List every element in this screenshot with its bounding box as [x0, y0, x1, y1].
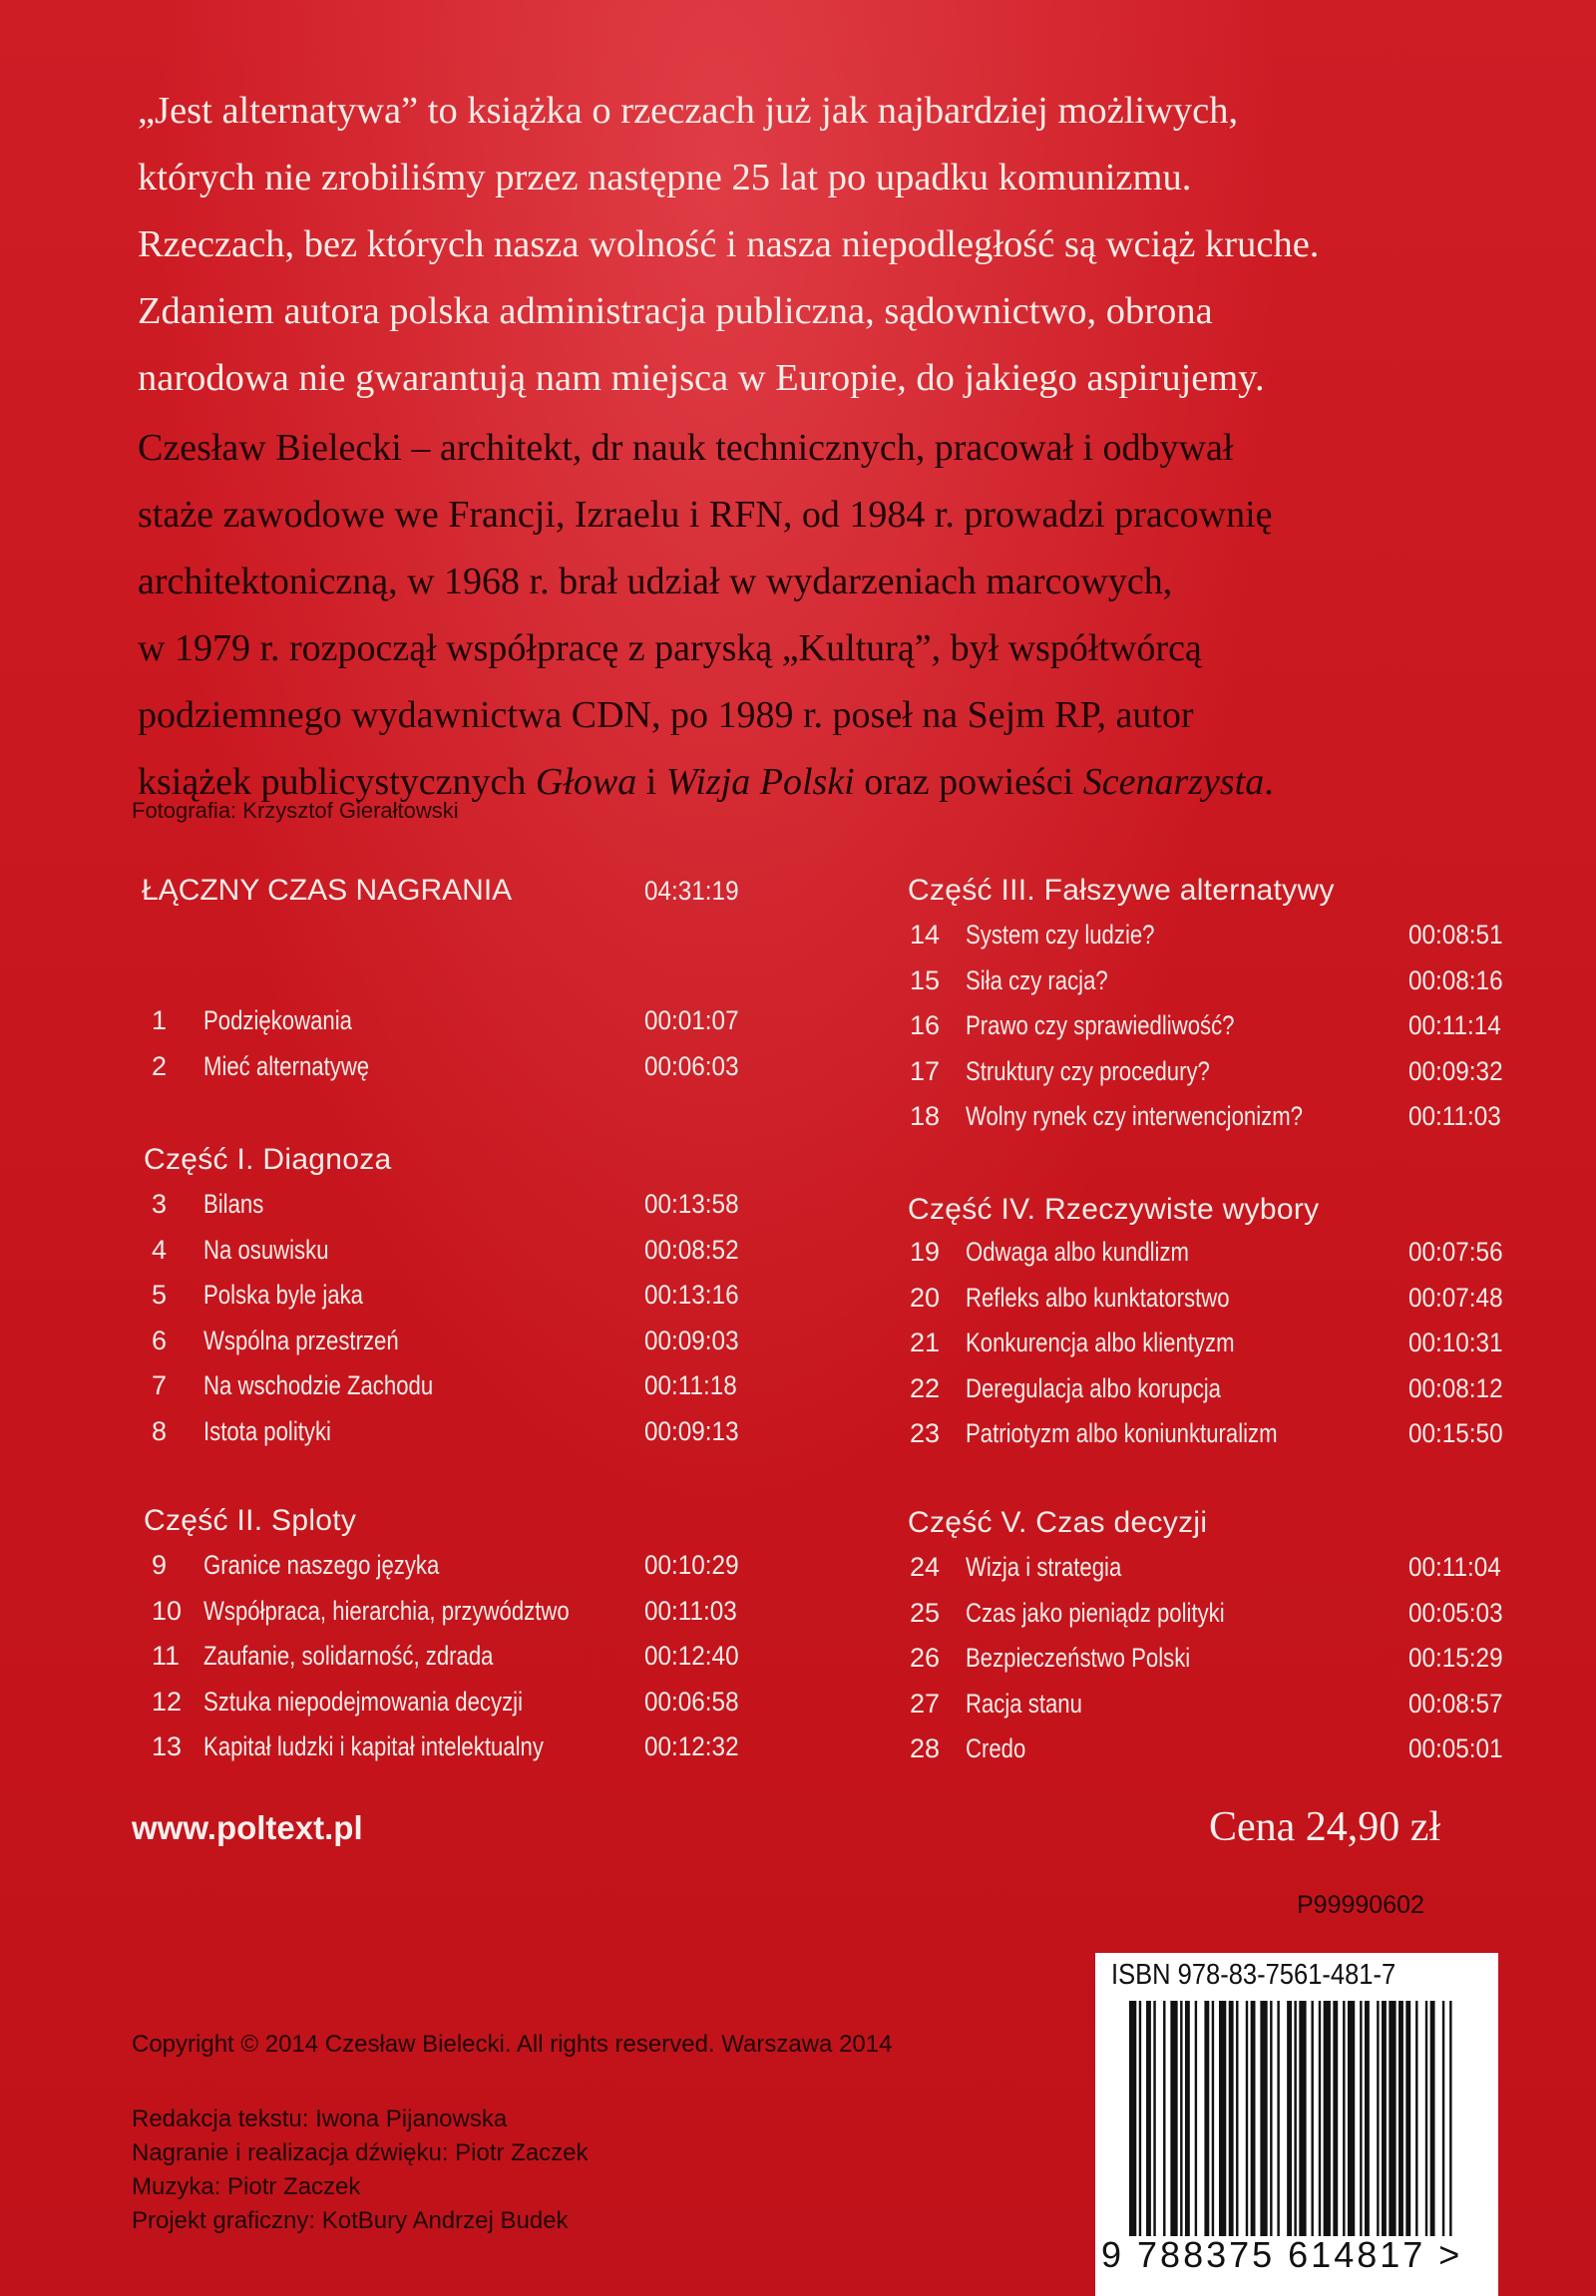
barcode-bar [1398, 2001, 1403, 2236]
track-duration: 00:10:29 [644, 1550, 739, 1580]
track-number: 11 [152, 1641, 181, 1671]
track-duration: 00:11:18 [644, 1370, 737, 1400]
track-duration: 00:05:01 [1408, 1733, 1503, 1763]
track-duration: 00:06:03 [644, 1050, 739, 1081]
track-duration: 00:08:16 [1408, 964, 1503, 995]
track-number: 10 [152, 1595, 183, 1626]
track-title: Prawo czy sprawiedliwość? [966, 1010, 1235, 1040]
track-duration: 00:11:03 [1408, 1101, 1501, 1131]
track-title: Credo [966, 1733, 1026, 1763]
barcode-bar [1170, 2001, 1177, 2236]
isbn-number: ISBN 978-83-7561-481-7 [1111, 1959, 1396, 1991]
track-number: 15 [910, 964, 941, 995]
description-line: narodowa nie gwarantują nam miejsca w Europie, do jakiego aspirujemy. [138, 357, 1265, 399]
track-number: 2 [152, 1050, 168, 1081]
product-code: P99990602 [1297, 1891, 1424, 1919]
track-number: 12 [152, 1686, 183, 1717]
barcode-bar [1442, 2001, 1444, 2236]
book-title-scenarzysta: Scenarzysta [1082, 761, 1265, 803]
track-number: 4 [152, 1234, 168, 1265]
track-title: Struktury czy procedury? [966, 1055, 1210, 1086]
track-title: Na wschodzie Zachodu [203, 1370, 434, 1400]
barcode-bar [1270, 2001, 1272, 2236]
track-number: 22 [910, 1372, 941, 1403]
barcode-bar [1430, 2001, 1435, 2236]
bio-text: książek publicystycznych [138, 761, 536, 803]
track-title: Granice naszego języka [203, 1550, 440, 1580]
credit-line: Nagranie i realizacja dźwięku: Piotr Zaczek [132, 2139, 589, 2166]
credit-line: Muzyka: Piotr Zaczek [132, 2173, 361, 2200]
book-title-glowa: Głowa [535, 761, 637, 803]
track-title: Racja stanu [966, 1688, 1082, 1719]
barcode-bar [1212, 2001, 1214, 2236]
track-duration: 00:08:51 [1408, 920, 1503, 950]
barcode-bar [1365, 2001, 1370, 2236]
track-number: 1 [152, 1005, 168, 1035]
barcode-bar [1180, 2001, 1182, 2236]
description-paragraph [138, 78, 1514, 412]
track-duration: 00:11:04 [1408, 1552, 1501, 1582]
barcode-bar [1287, 2001, 1292, 2236]
barcode-bar [1405, 2001, 1410, 2236]
track-duration: 00:08:52 [644, 1234, 739, 1265]
track-title: Wspólna przestrzeń [203, 1325, 399, 1355]
isbn-barcode-box [1095, 1953, 1498, 2296]
track-number: 14 [910, 920, 941, 950]
track-title: Odwaga albo kundlizm [966, 1237, 1189, 1267]
track-duration: 00:13:16 [644, 1280, 739, 1310]
total-time-label: ŁĄCZNY CZAS NAGRANIA [142, 874, 513, 907]
track-number: 13 [152, 1731, 183, 1761]
bio-text: oraz powieści [854, 761, 1083, 803]
barcode-bar [1348, 2001, 1355, 2236]
description-line: których nie zrobiliśmy przez następne 25 lat po upadku komunizmu. [138, 157, 1192, 198]
track-number: 19 [910, 1237, 941, 1267]
barcode-bar [1343, 2001, 1345, 2236]
track-number: 5 [152, 1280, 168, 1310]
track-title: System czy ludzie? [966, 920, 1155, 950]
barcode-bar [1246, 2001, 1248, 2236]
track-number: 16 [910, 1010, 941, 1040]
track-number: 28 [910, 1733, 941, 1763]
barcode-bar [1229, 2001, 1234, 2236]
description-line: Zdaniem autora polska administracja publiczna, sądownictwo, obrona [138, 290, 1213, 332]
part-title: Część II. Sploty [144, 1504, 357, 1537]
bio-line: Czesław Bielecki – architekt, dr nauk technicznych, pracował i odbywał [138, 427, 1234, 469]
barcode-bar [1139, 2001, 1141, 2236]
track-number: 9 [152, 1550, 168, 1580]
track-title: Wizja i strategia [966, 1552, 1122, 1582]
barcode-digits: 9 788375 614817 > [1101, 2234, 1463, 2275]
track-number: 8 [152, 1415, 168, 1446]
barcode-bar [1360, 2001, 1362, 2236]
track-title: Bezpieczeństwo Polski [966, 1643, 1191, 1673]
track-title: Współpraca, hierarchia, przywództwo [203, 1595, 570, 1626]
total-time-value: 04:31:19 [644, 876, 739, 906]
credit-line: Redakcja tekstu: Iwona Pijanowska [132, 2105, 508, 2132]
track-title: Deregulacja albo korupcja [966, 1372, 1221, 1403]
track-duration: 00:05:03 [1408, 1597, 1503, 1628]
barcode-bar [1129, 2001, 1136, 2236]
barcode-bar [1294, 2001, 1296, 2236]
track-number: 24 [910, 1552, 941, 1582]
barcode-bar [1236, 2001, 1238, 2236]
barcode-bar [1260, 2001, 1267, 2236]
track-duration: 00:09:03 [644, 1325, 739, 1355]
barcode-bar [1425, 2001, 1427, 2236]
barcode-bar [1153, 2001, 1155, 2236]
barcode-bar [1449, 2001, 1451, 2236]
barcode-bar [1333, 2001, 1338, 2236]
bio-text: . [1264, 761, 1274, 803]
photo-credit: Fotografia: Krzysztof Gierałtowski [132, 798, 459, 823]
track-title: Polska byle jaka [203, 1280, 363, 1310]
part-title: Część IV. Rzeczywiste wybory [908, 1193, 1320, 1226]
track-number: 21 [910, 1328, 941, 1357]
track-duration: 00:12:32 [644, 1731, 739, 1761]
barcode-icon [1129, 2001, 1454, 2236]
part-title: Część III. Fałszywe alternatywy [908, 874, 1335, 907]
track-number: 26 [910, 1643, 941, 1673]
track-duration: 00:09:32 [1408, 1055, 1503, 1086]
track-number: 17 [910, 1055, 941, 1086]
track-number: 18 [910, 1101, 941, 1131]
track-duration: 00:08:57 [1408, 1688, 1503, 1719]
barcode-bar [1389, 2001, 1396, 2236]
track-number: 7 [152, 1370, 168, 1400]
barcode-bar [1163, 2001, 1165, 2236]
track-duration: 00:09:13 [644, 1415, 739, 1446]
track-title: Czas jako pieniądz polityki [966, 1597, 1225, 1628]
bio-line: architektoniczną, w 1968 r. brał udział w wydarzeniach marcowych, [138, 561, 1173, 602]
barcode-bar [1415, 2001, 1417, 2236]
track-number: 25 [910, 1597, 941, 1628]
track-title: Patriotyzm albo koniunkturalizm [966, 1418, 1278, 1448]
track-title: Zaufanie, solidarność, zdrada [203, 1641, 494, 1671]
description-line: Rzeczach, bez których nasza wolność i nasza niepodległość są wciąż kruche. [138, 223, 1320, 265]
track-number: 20 [910, 1282, 941, 1313]
track-title: Mieć alternatywę [203, 1050, 370, 1081]
track-duration: 00:15:50 [1408, 1418, 1503, 1448]
barcode-bar [1146, 2001, 1151, 2236]
track-number: 6 [152, 1325, 168, 1355]
barcode-bar [1377, 2001, 1379, 2236]
production-credits [132, 2103, 589, 2238]
track-number: 27 [910, 1688, 941, 1719]
track-duration: 00:01:07 [644, 1005, 739, 1035]
author-bio [138, 415, 1514, 816]
track-duration: 00:13:58 [644, 1189, 739, 1219]
barcode-bar [1219, 2001, 1226, 2236]
barcode-bar [1382, 2001, 1387, 2236]
bio-text: i [636, 761, 666, 803]
barcode-bar [1204, 2001, 1209, 2236]
barcode-bar [1299, 2001, 1306, 2236]
track-duration: 00:15:29 [1408, 1643, 1503, 1673]
price: Cena 24,90 zł [1209, 1804, 1441, 1850]
bio-line: staże zawodowe we Francji, Izraelu i RFN, od 1984 r. prowadzi pracownię [138, 494, 1273, 536]
track-duration: 00:07:56 [1408, 1237, 1503, 1267]
track-duration: 00:06:58 [644, 1686, 739, 1717]
track-title: Na osuwisku [203, 1234, 329, 1265]
track-duration: 00:12:40 [644, 1641, 739, 1671]
track-title: Siła czy racja? [966, 964, 1108, 995]
description-line: „Jest alternatywa” to książka o rzeczach już jak najbardziej możliwych, [138, 90, 1239, 132]
barcode-bar [1185, 2001, 1190, 2236]
barcode-bar [1311, 2001, 1313, 2236]
barcode-bar [1277, 2001, 1279, 2236]
barcode-bar [1195, 2001, 1197, 2236]
book-title-wizja-polski: Wizja Polski [665, 761, 855, 803]
track-title: Sztuka niepodejmowania decyzji [203, 1686, 523, 1717]
barcode-bar [1319, 2001, 1321, 2236]
barcode-bar [1251, 2001, 1256, 2236]
website-url: www.poltext.pl [132, 1809, 363, 1846]
track-title: Refleks albo kunktatorstwo [966, 1282, 1230, 1313]
barcode-bar [1324, 2001, 1331, 2236]
track-title: Kapitał ludzki i kapitał intelektualny [203, 1731, 544, 1761]
part-title: Część I. Diagnoza [144, 1143, 392, 1176]
credit-line: Projekt graficzny: KotBury Andrzej Budek [132, 2207, 569, 2234]
track-title: Bilans [203, 1189, 264, 1219]
track-duration: 00:11:03 [644, 1595, 737, 1626]
part-title: Część V. Czas decyzji [908, 1506, 1208, 1539]
track-title: Wolny rynek czy interwencjonizm? [966, 1101, 1303, 1131]
bio-line: podziemnego wydawnictwa CDN, po 1989 r. poseł na Sejm RP, autor [138, 694, 1194, 736]
track-title: Konkurencja albo klientyzm [966, 1328, 1235, 1357]
track-number: 23 [910, 1418, 941, 1448]
track-duration: 00:10:31 [1408, 1328, 1503, 1357]
track-duration: 00:08:12 [1408, 1372, 1503, 1403]
track-number: 3 [152, 1189, 168, 1219]
track-duration: 00:07:48 [1408, 1282, 1503, 1313]
track-title: Podziękowania [203, 1005, 352, 1035]
copyright-notice: Copyright © 2014 Czesław Bielecki. All rights reserved. Warszawa 2014 [132, 2031, 893, 2058]
bio-line: w 1979 r. rozpoczął współpracę z paryską „Kulturą”, był współtwórcą [138, 627, 1202, 669]
track-duration: 00:11:14 [1408, 1010, 1501, 1040]
track-title: Istota polityki [203, 1415, 331, 1446]
